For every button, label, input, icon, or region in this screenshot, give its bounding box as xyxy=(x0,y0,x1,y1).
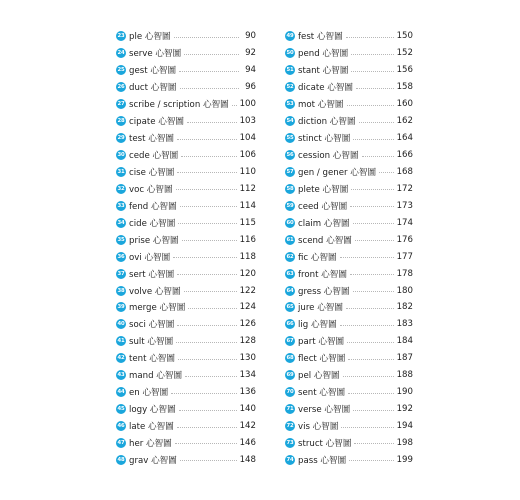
entry-number-badge: 53 xyxy=(286,101,294,108)
dot-leader xyxy=(353,291,394,292)
dot-leader xyxy=(177,427,237,428)
dot-leader xyxy=(349,460,393,461)
entry-page-number: 176 xyxy=(396,234,413,245)
entry-title: struct 心智圖 xyxy=(298,438,352,449)
dot-leader xyxy=(348,393,394,394)
entry-title: fic 心智圖 xyxy=(298,252,337,263)
toc-entry[interactable] xyxy=(285,96,413,113)
entry-page-number: 164 xyxy=(396,133,413,144)
entry-page-number: 116 xyxy=(239,234,256,245)
toc-entry[interactable] xyxy=(116,197,256,214)
dot-leader xyxy=(341,427,393,428)
toc-entry[interactable] xyxy=(116,96,256,113)
entry-number-badge: 60 xyxy=(286,219,294,226)
entry-page-number: 158 xyxy=(396,82,413,93)
entry-title: lig 心智圖 xyxy=(298,320,337,331)
dot-leader xyxy=(181,156,236,157)
entry-page-number: 124 xyxy=(239,302,256,313)
entry-title: cede 心智圖 xyxy=(129,151,179,162)
entry-page-number: 148 xyxy=(239,454,256,465)
entry-title: fest 心智圖 xyxy=(298,32,343,43)
entry-page-number: 177 xyxy=(396,251,413,262)
entry-title: her 心智圖 xyxy=(129,438,172,449)
dot-leader xyxy=(346,37,394,38)
entry-page-number: 192 xyxy=(396,404,413,415)
dot-leader xyxy=(340,257,394,258)
entry-number-badge: 49 xyxy=(286,33,294,40)
dot-leader xyxy=(379,172,394,173)
dot-leader xyxy=(343,376,394,377)
dot-leader xyxy=(180,88,239,89)
toc-entry[interactable] xyxy=(116,147,256,164)
toc-entry[interactable] xyxy=(285,316,413,333)
dot-leader xyxy=(188,308,236,309)
entry-title: mot 心智圖 xyxy=(298,100,344,111)
toc-entry[interactable] xyxy=(116,350,256,367)
dot-leader xyxy=(347,342,393,343)
toc-entry[interactable] xyxy=(116,130,256,147)
entry-number-badge: 37 xyxy=(117,270,125,277)
entry-title: duct 心智圖 xyxy=(129,83,177,94)
entry-number-badge: 57 xyxy=(286,168,294,175)
entry-title: cession 心智圖 xyxy=(298,151,359,162)
entry-title: claim 心智圖 xyxy=(298,218,350,229)
dot-leader xyxy=(178,223,236,224)
dot-leader xyxy=(177,325,236,326)
entry-title: grav 心智圖 xyxy=(129,455,177,466)
toc-entry[interactable] xyxy=(285,265,413,282)
dot-leader xyxy=(351,189,393,190)
toc-entry[interactable] xyxy=(116,299,256,316)
dot-leader xyxy=(346,308,394,309)
entry-page-number: 156 xyxy=(396,65,413,76)
entry-number-badge: 33 xyxy=(117,202,125,209)
entry-title: soci 心智圖 xyxy=(129,320,175,331)
entry-page-number: 190 xyxy=(396,387,413,398)
toc-entry[interactable] xyxy=(285,79,413,96)
entry-page-number: 128 xyxy=(239,336,256,347)
entry-page-number: 112 xyxy=(239,183,256,194)
entry-title: mand 心智圖 xyxy=(129,371,183,382)
dot-leader xyxy=(171,393,236,394)
entry-number-badge: 70 xyxy=(286,389,294,396)
dot-leader xyxy=(354,443,393,444)
entry-title: sult 心智圖 xyxy=(129,337,174,348)
toc-entry[interactable] xyxy=(285,231,413,248)
entry-number-badge: 59 xyxy=(286,202,294,209)
entry-number-badge: 48 xyxy=(117,456,125,463)
entry-number-badge: 38 xyxy=(117,287,125,294)
dot-leader xyxy=(351,71,393,72)
entry-number-badge: 50 xyxy=(286,50,294,57)
entry-title: sert 心智圖 xyxy=(129,269,175,280)
entry-number-badge: 71 xyxy=(286,406,294,413)
entry-number-badge: 52 xyxy=(286,84,294,91)
toc-entry[interactable] xyxy=(285,282,413,299)
dot-leader xyxy=(179,410,237,411)
dot-leader xyxy=(180,460,237,461)
entry-page-number: 168 xyxy=(396,166,413,177)
dot-leader xyxy=(232,105,237,106)
entry-number-badge: 74 xyxy=(286,456,294,463)
toc-entry[interactable] xyxy=(285,401,413,418)
dot-leader xyxy=(350,206,393,207)
toc-entry[interactable] xyxy=(285,299,413,316)
dot-leader xyxy=(178,359,237,360)
entry-page-number: 188 xyxy=(396,370,413,381)
entry-number-badge: 39 xyxy=(117,304,125,311)
entry-number-badge: 65 xyxy=(286,304,294,311)
toc-entry[interactable] xyxy=(116,265,256,282)
dot-leader xyxy=(176,342,236,343)
dot-leader xyxy=(175,443,237,444)
entry-page-number: 106 xyxy=(239,150,256,161)
entry-page-number: 130 xyxy=(239,353,256,364)
entry-title: vis 心智圖 xyxy=(298,422,339,433)
toc-entry[interactable] xyxy=(285,435,413,452)
entry-page-number: 162 xyxy=(396,116,413,127)
entry-title: serve 心智圖 xyxy=(129,49,182,60)
dot-leader xyxy=(177,172,236,173)
toc-entry[interactable] xyxy=(116,62,256,79)
entry-page-number: 120 xyxy=(239,268,256,279)
entry-title: gress 心智圖 xyxy=(298,286,350,297)
entry-number-badge: 29 xyxy=(117,135,125,142)
toc-entry[interactable] xyxy=(285,350,413,367)
toc-entry[interactable] xyxy=(116,333,256,350)
dot-leader xyxy=(177,274,236,275)
entry-number-badge: 66 xyxy=(286,321,294,328)
toc-entry[interactable] xyxy=(285,248,413,265)
entry-number-badge: 43 xyxy=(117,372,125,379)
entry-number-badge: 41 xyxy=(117,338,125,345)
entry-page-number: 122 xyxy=(239,285,256,296)
entry-page-number: 187 xyxy=(396,353,413,364)
toc-entry[interactable] xyxy=(116,248,256,265)
entry-page-number: 146 xyxy=(239,437,256,448)
toc-entry[interactable] xyxy=(116,45,256,62)
entry-title: cide 心智圖 xyxy=(129,218,176,229)
toc-entry[interactable] xyxy=(285,147,413,164)
toc-entry[interactable] xyxy=(285,180,413,197)
entry-number-badge: 25 xyxy=(117,67,125,74)
dot-leader xyxy=(174,37,239,38)
entry-title: verse 心智圖 xyxy=(298,405,351,416)
dot-leader xyxy=(359,122,394,123)
entry-title: stant 心智圖 xyxy=(298,66,349,77)
dot-leader xyxy=(185,376,237,377)
entry-page-number: 92 xyxy=(245,48,256,59)
entry-number-badge: 26 xyxy=(117,84,125,91)
entry-number-badge: 64 xyxy=(286,287,294,294)
entry-title: jure 心智圖 xyxy=(298,303,343,314)
toc-entry[interactable] xyxy=(285,62,413,79)
entry-page-number: 152 xyxy=(396,48,413,59)
dot-leader xyxy=(177,139,237,140)
entry-page-number: 142 xyxy=(239,421,256,432)
entry-page-number: 96 xyxy=(245,82,256,93)
toc-entry[interactable] xyxy=(285,197,413,214)
entry-number-badge: 31 xyxy=(117,168,125,175)
entry-number-badge: 62 xyxy=(286,253,294,260)
toc-entry[interactable] xyxy=(285,45,413,62)
toc-entry[interactable] xyxy=(285,113,413,130)
toc-entry[interactable] xyxy=(285,384,413,401)
entry-title: scribe / scription 心智圖 xyxy=(129,100,229,111)
entry-page-number: 184 xyxy=(396,336,413,347)
entry-number-badge: 46 xyxy=(117,423,125,430)
entry-page-number: 118 xyxy=(239,251,256,262)
entry-number-badge: 45 xyxy=(117,406,125,413)
entry-title: cise 心智圖 xyxy=(129,167,175,178)
toc-entry[interactable] xyxy=(285,214,413,231)
dot-leader xyxy=(184,291,237,292)
entry-number-badge: 23 xyxy=(117,33,125,40)
entry-number-badge: 27 xyxy=(117,101,125,108)
entry-page-number: 110 xyxy=(239,166,256,177)
dot-leader xyxy=(353,139,393,140)
toc-entry[interactable] xyxy=(285,130,413,147)
dot-leader xyxy=(356,88,394,89)
toc-entry[interactable] xyxy=(116,113,256,130)
entry-number-badge: 35 xyxy=(117,236,125,243)
dot-leader xyxy=(176,189,237,190)
entry-number-badge: 47 xyxy=(117,439,125,446)
entry-page-number: 172 xyxy=(396,183,413,194)
entry-number-badge: 36 xyxy=(117,253,125,260)
entry-number-badge: 58 xyxy=(286,185,294,192)
entry-page-number: 199 xyxy=(396,454,413,465)
entry-number-badge: 28 xyxy=(117,118,125,125)
entry-title: sent 心智圖 xyxy=(298,388,346,399)
toc-entry[interactable] xyxy=(116,451,256,468)
entry-number-badge: 54 xyxy=(286,118,294,125)
toc-entry[interactable] xyxy=(116,384,256,401)
entry-number-badge: 32 xyxy=(117,185,125,192)
dot-leader xyxy=(184,54,239,55)
toc-entry[interactable] xyxy=(285,418,413,435)
entry-page-number: 140 xyxy=(239,404,256,415)
entry-title: logy 心智圖 xyxy=(129,405,176,416)
dot-leader xyxy=(350,274,394,275)
entry-title: pend 心智圖 xyxy=(298,49,349,60)
dot-leader xyxy=(347,105,394,106)
dot-leader xyxy=(187,122,237,123)
toc-entry[interactable] xyxy=(116,282,256,299)
entry-title: volve 心智圖 xyxy=(129,286,181,297)
dot-leader xyxy=(179,71,239,72)
entry-page-number: 103 xyxy=(239,116,256,127)
dot-leader xyxy=(182,240,237,241)
entry-title: ple 心智圖 xyxy=(129,32,171,43)
entry-number-badge: 61 xyxy=(286,236,294,243)
entry-title: prise 心智圖 xyxy=(129,235,179,246)
dot-leader xyxy=(355,240,394,241)
entry-title: front 心智圖 xyxy=(298,269,347,280)
entry-title: part 心智圖 xyxy=(298,337,345,348)
entry-title: gest 心智圖 xyxy=(129,66,177,77)
entry-title: ovi 心智圖 xyxy=(129,252,171,263)
entry-number-badge: 56 xyxy=(286,152,294,159)
entry-title: cipate 心智圖 xyxy=(129,117,185,128)
entry-page-number: 136 xyxy=(239,387,256,398)
toc-entry[interactable] xyxy=(116,164,256,181)
entry-page-number: 90 xyxy=(245,31,256,42)
entry-page-number: 115 xyxy=(239,217,256,228)
entry-number-badge: 55 xyxy=(286,135,294,142)
entry-title: voc 心智圖 xyxy=(129,184,173,195)
dot-leader xyxy=(353,223,394,224)
entry-page-number: 166 xyxy=(396,150,413,161)
entry-page-number: 160 xyxy=(396,99,413,110)
dot-leader xyxy=(340,325,394,326)
toc-entry[interactable] xyxy=(116,316,256,333)
toc-entry[interactable] xyxy=(116,79,256,96)
entry-page-number: 104 xyxy=(239,133,256,144)
entry-number-badge: 73 xyxy=(286,439,294,446)
toc-entry[interactable] xyxy=(285,451,413,468)
entry-number-badge: 68 xyxy=(286,355,294,362)
entry-number-badge: 67 xyxy=(286,338,294,345)
entry-title: pel 心智圖 xyxy=(298,371,340,382)
toc-entry[interactable] xyxy=(285,367,413,384)
toc-entry[interactable] xyxy=(116,231,256,248)
toc-entry[interactable] xyxy=(116,401,256,418)
entry-page-number: 178 xyxy=(396,268,413,279)
entry-number-badge: 51 xyxy=(286,67,294,74)
entry-page-number: 180 xyxy=(396,285,413,296)
entry-page-number: 198 xyxy=(396,437,413,448)
entry-title: late 心智圖 xyxy=(129,422,174,433)
entry-number-badge: 72 xyxy=(286,423,294,430)
entry-title: dicate 心智圖 xyxy=(298,83,354,94)
entry-title: stinct 心智圖 xyxy=(298,134,351,145)
entry-number-badge: 40 xyxy=(117,321,125,328)
entry-number-badge: 34 xyxy=(117,219,125,226)
toc-entry[interactable] xyxy=(116,418,256,435)
toc-left-column xyxy=(116,28,256,468)
toc-entry[interactable] xyxy=(285,333,413,350)
entry-page-number: 174 xyxy=(396,217,413,228)
entry-title: en 心智圖 xyxy=(129,388,169,399)
dot-leader xyxy=(353,410,393,411)
dot-leader xyxy=(348,359,393,360)
entry-page-number: 194 xyxy=(396,421,413,432)
dot-leader xyxy=(351,54,393,55)
toc-entry[interactable] xyxy=(285,164,413,181)
entry-title: pass 心智圖 xyxy=(298,455,347,466)
entry-title: tent 心智圖 xyxy=(129,354,175,365)
entry-number-badge: 30 xyxy=(117,152,125,159)
entry-title: gen / gener 心智圖 xyxy=(298,167,377,178)
entry-number-badge: 63 xyxy=(286,270,294,277)
entry-title: test 心智圖 xyxy=(129,134,175,145)
entry-title: scend 心智圖 xyxy=(298,235,352,246)
toc-entry[interactable] xyxy=(116,28,256,45)
entry-page-number: 173 xyxy=(396,200,413,211)
toc-entry[interactable] xyxy=(116,180,256,197)
entry-title: fend 心智圖 xyxy=(129,201,177,212)
entry-page-number: 134 xyxy=(239,370,256,381)
entry-title: flect 心智圖 xyxy=(298,354,346,365)
entry-number-badge: 42 xyxy=(117,355,125,362)
dot-leader xyxy=(173,257,236,258)
dot-leader xyxy=(180,206,237,207)
entry-title: diction 心智圖 xyxy=(298,117,356,128)
dot-leader xyxy=(362,156,394,157)
entry-page-number: 114 xyxy=(239,200,256,211)
toc-entry[interactable] xyxy=(116,214,256,231)
entry-page-number: 183 xyxy=(396,319,413,330)
toc-entry[interactable] xyxy=(285,28,413,45)
entry-page-number: 182 xyxy=(396,302,413,313)
entry-page-number: 126 xyxy=(239,319,256,330)
entry-title: plete 心智圖 xyxy=(298,184,349,195)
entry-page-number: 150 xyxy=(396,31,413,42)
entry-number-badge: 24 xyxy=(117,50,125,57)
entry-title: merge 心智圖 xyxy=(129,303,186,314)
toc-right-column xyxy=(285,28,413,468)
entry-page-number: 100 xyxy=(239,99,256,110)
toc-entry[interactable] xyxy=(116,435,256,452)
entry-number-badge: 69 xyxy=(286,372,294,379)
entry-title: ceed 心智圖 xyxy=(298,201,348,212)
toc-entry[interactable] xyxy=(116,367,256,384)
entry-page-number: 94 xyxy=(245,65,256,76)
entry-number-badge: 44 xyxy=(117,389,125,396)
